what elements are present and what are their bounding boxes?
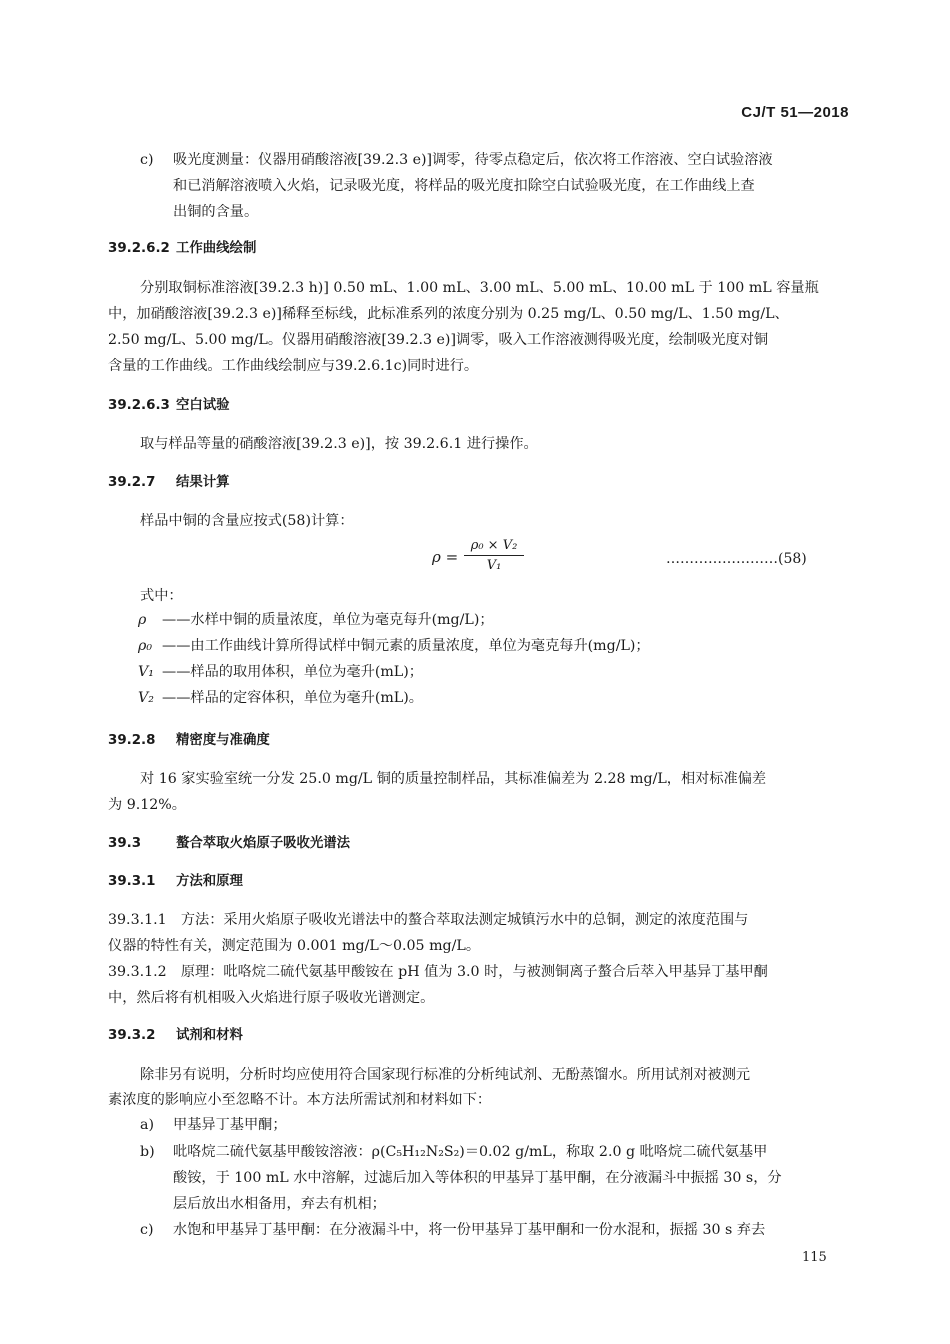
symbol: V₂ [138, 690, 154, 706]
symbol-definition [138, 689, 423, 707]
heading-title: 工作曲线绘制 [176, 241, 257, 256]
heading-title: 螯合萃取火焰原子吸收光谱法 [176, 836, 351, 851]
section-heading [108, 873, 243, 891]
formula-fraction [464, 538, 524, 573]
item-text: 水饱和甲基异丁基甲酮：在分液漏斗中，将一份甲基异丁基甲酮和一份水混和，振摇 30 s 弃去 [173, 1222, 766, 1238]
text-line: 除非另有说明，分析时均应使用符合国家现行标准的分析纯试剂、无酚蒸馏水。所用试剂对被测元 [140, 1067, 751, 1083]
item-c [140, 151, 773, 169]
heading-title: 精密度与准确度 [176, 733, 270, 748]
text-line: 式中： [140, 588, 183, 604]
text-line: 为 9.12%。 [108, 797, 186, 813]
text-line: 仪器的特性有关，测定范围为 0.001 mg/L～0.05 mg/L。 [108, 938, 481, 954]
definition: ——样品的取用体积，单位为毫升(mL)； [162, 664, 423, 680]
symbol: V₁ [138, 664, 154, 680]
heading-title: 空白试验 [176, 398, 230, 413]
symbol-definition [138, 637, 650, 655]
heading-title: 试剂和材料 [176, 1028, 243, 1043]
equation-number: ……………………(58) [666, 551, 807, 567]
text-line: 酸铵，于 100 mL 水中溶解，过滤后加入等体积的甲基异丁基甲酮，在分液漏斗中振摇 30 s，分 [173, 1170, 782, 1186]
text-line: 素浓度的影响应小至忽略不计。本方法所需试剂和材料如下： [108, 1092, 492, 1108]
item-text: 甲基异丁基甲酮； [173, 1117, 287, 1133]
item-b [140, 1143, 767, 1161]
definition: ——水样中铜的质量浓度，单位为毫克每升(mg/L)； [162, 612, 494, 628]
heading-number: 39.2.7 [108, 475, 156, 490]
item-text: 吸光度测量：仪器用硝酸溶液[39.2.3 e)]调零，待零点稳定后，依次将工作溶液、空白试验溶液 [173, 152, 773, 168]
heading-title: 结果计算 [176, 475, 230, 490]
item-marker: c) [140, 1222, 154, 1238]
section-heading [108, 1027, 243, 1045]
item-c2 [140, 1221, 765, 1239]
heading-number: 39.2.6.2 [108, 241, 170, 256]
symbol: ρ₀ [138, 638, 153, 654]
text-line: 中，加硝酸溶液[39.2.3 e)]稀释至标线，此标准系列的浓度分别为 0.25 mg/L、0.50 mg/L、1.50 mg/L、 [108, 306, 789, 322]
formula-lhs: ρ = [432, 548, 459, 566]
item-marker: b) [140, 1144, 155, 1160]
text-line: 取与样品等量的硝酸溶液[39.2.3 e)]，按 39.2.6.1 进行操作。 [140, 436, 538, 452]
section-heading [108, 397, 230, 415]
formula-denominator: V₁ [486, 558, 502, 573]
section-heading [108, 474, 230, 492]
text-line: 2.50 mg/L、5.00 mg/L。仪器用硝酸溶液[39.2.3 e)]调零，吸入工作溶液测得吸光度，绘制吸光度对铜 [108, 332, 769, 348]
heading-number: 39.2.8 [108, 733, 156, 748]
heading-number: 39.2.6.3 [108, 398, 170, 413]
heading-number: 39.3.2 [108, 1028, 156, 1043]
text-line: 对 16 家实验室统一分发 25.0 mg/L 铜的质量控制样品，其标准偏差为 2.28 mg/L，相对标准偏差 [140, 771, 767, 787]
symbol-definition [138, 611, 494, 629]
symbol-definition [138, 663, 423, 681]
section-heading [108, 240, 256, 258]
heading-number: 39.3.1 [108, 874, 156, 889]
definition: ——样品的定容体积，单位为毫升(mL)。 [162, 690, 423, 706]
item-marker: c) [140, 152, 154, 168]
page-number: 115 [802, 1250, 827, 1265]
item-text: 吡咯烷二硫代氨基甲酸铵溶液：ρ(C₅H₁₂N₂S₂)＝0.02 g/mL，称取 2.0 g 吡咯烷二硫代氨基甲 [173, 1144, 768, 1160]
heading-title: 方法和原理 [176, 874, 243, 889]
formula-numerator: ρ₀ × V₂ [470, 538, 518, 553]
fraction-bar [464, 555, 524, 556]
item-a [140, 1116, 287, 1134]
text-line: 中，然后将有机相吸入火焰进行原子吸收光谱测定。 [108, 990, 435, 1006]
text-line: 出铜的含量。 [173, 204, 259, 220]
heading-number: 39.3 [108, 836, 142, 851]
text-line: 分别取铜标准溶液[39.2.3 h)] 0.50 mL、1.00 mL、3.00 mL、5.00 mL、10.00 mL 于 100 mL 容量瓶 [140, 280, 819, 296]
text-line: 含量的工作曲线。工作曲线绘制应与39.2.6.1c)同时进行。 [108, 358, 479, 374]
text-line: 39.3.1.1 方法：采用火焰原子吸收光谱法中的螯合萃取法测定城镇污水中的总铜，测定的浓度范围与 [108, 912, 749, 928]
text-line: 层后放出水相备用，弃去有机相； [173, 1196, 386, 1212]
standard-number: CJ/T 51—2018 [741, 104, 849, 121]
symbol: ρ [138, 612, 147, 628]
section-heading [108, 732, 270, 750]
section-heading [108, 835, 350, 853]
item-marker: a) [140, 1117, 154, 1133]
text-line: 和已消解溶液喷入火焰，记录吸光度，将样品的吸光度扣除空白试验吸光度，在工作曲线上查 [173, 178, 755, 194]
text-line: 样品中铜的含量应按式(58)计算： [140, 513, 354, 529]
definition: ——由工作曲线计算所得试样中铜元素的质量浓度，单位为毫克每升(mg/L)； [162, 638, 650, 654]
text-line: 39.3.1.2 原理：吡咯烷二硫代氨基甲酸铵在 pH 值为 3.0 时，与被测铜离子螯合后萃入甲基异丁基甲酮 [108, 964, 768, 980]
